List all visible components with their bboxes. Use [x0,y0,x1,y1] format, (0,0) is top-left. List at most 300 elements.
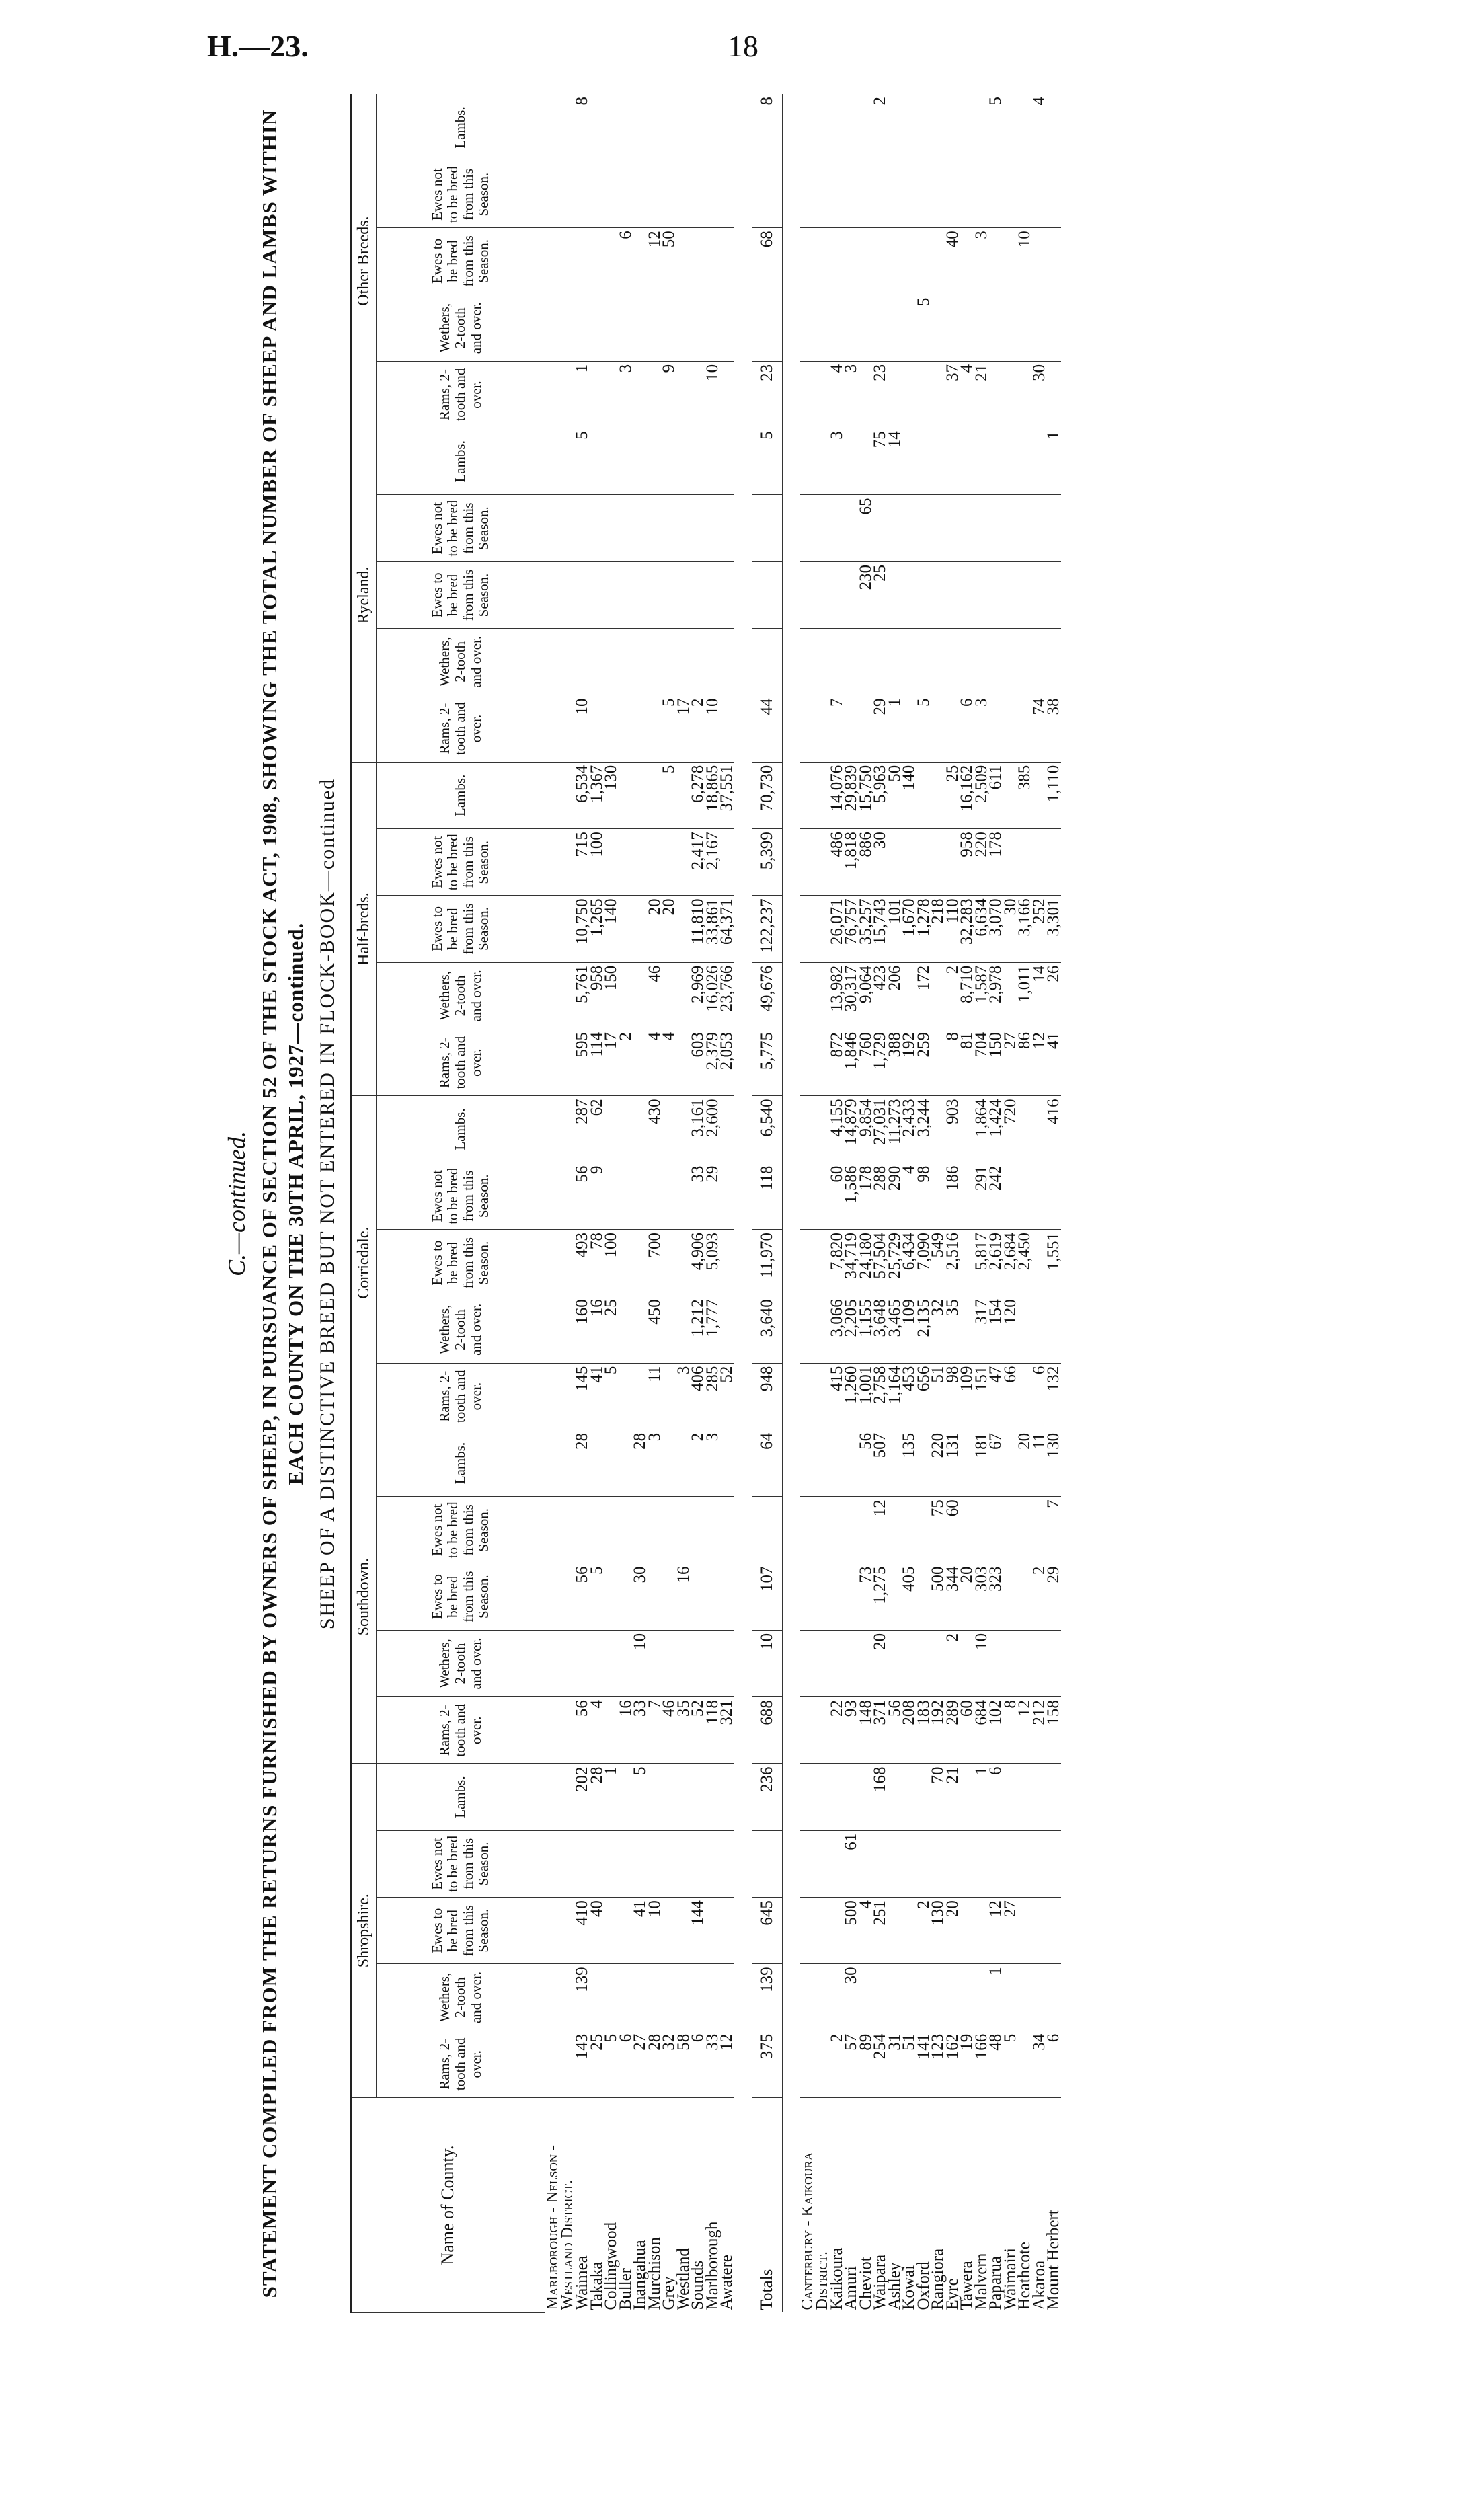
value-cell: 148 [859,1697,873,1764]
value-cell: 25 [873,561,888,628]
empty-cell [800,94,815,161]
value-cell [873,629,888,695]
value-cell: 51 [902,2031,916,2097]
empty-cell [800,428,815,495]
value-cell: 20 [662,896,676,962]
value-cell [888,94,902,161]
value-cell: 603 [691,1029,705,1096]
value-cell: 1,275 [873,1563,888,1630]
value-cell: 50 [662,228,676,295]
value-cell: 715 [575,829,590,896]
value-cell: 24,180 [859,1229,873,1296]
value-cell: 9 [590,1163,604,1229]
county-name: Kowai [900,2265,918,2310]
value-cell [604,1096,619,1163]
value-cell: 405 [902,1563,916,1630]
value-cell: 416 [1046,1096,1061,1163]
value-cell [662,94,676,161]
value-cell: 20 [945,1898,960,1964]
value-cell: 98 [916,1163,931,1229]
spacer-row [782,94,800,2313]
value-cell: 172 [916,962,931,1029]
empty-cell [800,1096,815,1163]
county-row [633,94,648,2313]
value-cell: 33,861 [705,896,720,962]
value-cell [988,629,1003,695]
value-cell [888,629,902,695]
value-cell [931,695,945,762]
county-row [888,94,902,2313]
value-cell [619,1363,633,1430]
value-cell: 321 [719,1697,734,1764]
value-cell [960,295,974,361]
value-cell [1046,1830,1061,1897]
value-cell: 886 [859,829,873,896]
value-cell [752,1497,782,1563]
value-cell: 28 [590,1764,604,1830]
value-cell: 25 [590,2031,604,2097]
value-cell: 220 [974,829,989,896]
value-cell: 32,283 [960,896,974,962]
value-cell: 1 [888,695,902,762]
value-cell: 6,278 [691,762,705,828]
value-cell: 58 [676,2031,691,2097]
value-cell [1032,161,1047,227]
value-cell: 903 [945,1096,960,1163]
value-cell: 3 [676,1363,691,1430]
value-cell [619,295,633,361]
value-cell: 18,865 [705,762,720,828]
value-cell [945,1964,960,2031]
value-cell [719,1229,734,1296]
value-cell [960,428,974,495]
value-cell [1046,629,1061,695]
empty-cell [800,495,815,561]
value-cell [662,1964,676,2031]
value-cell: 40 [945,228,960,295]
empty-cell [815,1563,830,1630]
county-name: Murchison [645,2237,664,2310]
value-cell [844,228,859,295]
value-cell [648,1497,662,1563]
value-cell [1046,1630,1061,1696]
value-cell [1032,561,1047,628]
value-cell: 1,011 [1017,962,1032,1029]
value-cell [648,1563,662,1630]
value-cell: 22 [830,1697,845,1764]
value-cell: 500 [931,1563,945,1630]
county-name: Buller [616,2268,635,2310]
value-cell: 141 [916,2031,931,2097]
value-cell: 3 [648,1430,662,1496]
value-cell: 1,278 [916,896,931,962]
value-cell: 430 [648,1096,662,1163]
value-cell: 11 [1032,1430,1047,1496]
breed-header: Shropshire. [351,1764,377,2098]
value-cell: 2,978 [988,962,1003,1029]
value-cell: 760 [859,1029,873,1096]
subcolumn-header: Wethers, 2-tooth and over. [377,629,545,695]
value-cell: 9,854 [859,1096,873,1163]
value-cell: 20 [960,1563,974,1630]
value-cell: 656 [916,1363,931,1430]
value-cell [916,829,931,896]
value-cell [844,629,859,695]
value-cell: 5,817 [974,1229,989,1296]
value-cell [1046,1898,1061,1964]
value-cell [604,1563,619,1630]
value-cell [719,94,734,161]
empty-cell [545,1497,561,1563]
value-cell: 1,265 [590,896,604,962]
empty-cell [815,561,830,628]
value-cell: 14,879 [844,1096,859,1163]
value-cell [859,1830,873,1897]
value-cell: 3 [844,361,859,428]
county-row [916,94,931,2313]
value-cell: 10 [633,1630,648,1696]
value-cell [719,1830,734,1897]
value-cell: 206 [888,962,902,1029]
county-row [604,94,619,2313]
value-cell: 93 [844,1697,859,1764]
value-cell: 14,076 [830,762,845,828]
value-cell: 1 [575,361,590,428]
value-cell: 5,399 [752,829,782,896]
value-cell: 704 [974,1029,989,1096]
value-cell [945,1830,960,1897]
value-cell: 192 [931,1697,945,1764]
value-cell: 34,719 [844,1229,859,1296]
county-name: Rangiora [929,2248,947,2310]
value-cell: 8,710 [960,962,974,1029]
value-cell [705,561,720,628]
value-cell: 285 [705,1363,720,1430]
value-cell [719,829,734,896]
value-cell [676,161,691,227]
value-cell [988,495,1003,561]
value-cell: 73 [859,1563,873,1630]
value-cell [1032,629,1047,695]
value-cell [575,1830,590,1897]
value-cell: 406 [691,1363,705,1430]
value-cell [1032,1764,1047,1830]
value-cell: 26 [1046,962,1061,1029]
value-cell: 453 [902,1363,916,1430]
district-row [800,94,815,2313]
value-cell: 15,750 [859,762,873,828]
value-cell [960,629,974,695]
value-cell [633,295,648,361]
subcolumn-header: Ewes to be bred from this Season. [377,1563,545,1630]
value-cell [691,1764,705,1830]
value-cell [633,1163,648,1229]
value-cell: 2,433 [902,1096,916,1163]
value-cell [945,561,960,628]
value-cell [575,295,590,361]
value-cell [604,161,619,227]
value-cell: 1,110 [1046,762,1061,828]
value-cell [590,228,604,295]
value-cell: 500 [844,1898,859,1964]
value-cell [844,1497,859,1563]
value-cell [1017,561,1032,628]
value-cell [619,495,633,561]
value-cell [1032,495,1047,561]
value-cell [575,161,590,227]
value-cell [830,1430,845,1496]
value-cell: 1,367 [590,762,604,828]
value-cell: 20 [1017,1430,1032,1496]
value-cell [691,1497,705,1563]
subcolumn-header: Rams, 2-tooth and over. [377,361,545,428]
value-cell [988,1830,1003,1897]
value-cell [648,295,662,361]
value-cell: 1 [988,1964,1003,2031]
value-cell: 21 [945,1764,960,1830]
empty-cell [800,161,815,227]
value-cell [1046,829,1061,896]
value-cell [902,495,916,561]
value-cell [974,428,989,495]
value-cell: 33 [633,1697,648,1764]
value-cell: 135 [902,1430,916,1496]
value-cell [888,1497,902,1563]
value-cell: 1,424 [988,1096,1003,1163]
county-name: Awatere [717,2255,736,2310]
value-cell: 3 [974,695,989,762]
county-name: Waimairi [1001,2248,1019,2310]
county-name: Marlborough [703,2221,721,2310]
value-cell [619,1497,633,1563]
value-cell [902,161,916,227]
value-cell: 5 [604,1363,619,1430]
value-cell [633,94,648,161]
value-cell: 423 [873,962,888,1029]
county-row [974,94,989,2313]
value-cell [844,695,859,762]
county-name: Cheviot [856,2257,875,2310]
subcolumn-header: Lambs. [377,428,545,495]
value-cell [1017,829,1032,896]
value-cell [648,1830,662,1897]
subcolumn-header: Lambs. [377,762,545,828]
empty-cell [800,962,815,1029]
value-cell: 486 [830,829,845,896]
value-cell [988,428,1003,495]
value-cell [705,1497,720,1563]
value-cell [648,829,662,896]
empty-cell [545,1563,561,1630]
value-cell [705,1764,720,1830]
value-cell [945,94,960,161]
value-cell [590,295,604,361]
subcolumn-header-row [377,94,545,2313]
empty-cell [545,896,561,962]
value-cell [590,561,604,628]
value-cell: 60 [960,1697,974,1764]
value-cell [931,94,945,161]
county-row [590,94,604,2313]
value-cell [945,161,960,227]
value-cell: 11,273 [888,1096,902,1163]
subcolumn-header: Ewes to be bred from this Season. [377,1898,545,1964]
value-cell: 139 [752,1964,782,2031]
value-cell [945,295,960,361]
value-cell: 595 [575,1029,590,1096]
empty-cell [560,161,575,227]
value-cell [662,829,676,896]
value-cell: 120 [1003,1296,1018,1363]
empty-cell [800,361,815,428]
value-cell: 290 [888,1163,902,1229]
value-cell [676,428,691,495]
value-cell [676,1764,691,1830]
subcolumn-header: Ewes not to be bred from this Season. [377,161,545,227]
empty-cell [815,495,830,561]
value-cell: 4 [902,1163,916,1229]
value-cell: 6,534 [575,762,590,828]
county-row [691,94,705,2313]
value-cell: 7 [830,695,845,762]
value-cell [604,1430,619,1496]
value-cell [662,1430,676,1496]
empty-cell [800,1697,815,1764]
subcolumn-header: Rams, 2-tooth and over. [377,2031,545,2097]
value-cell [1003,495,1018,561]
county-name: Paparua [986,2255,1005,2310]
value-cell: 16 [676,1563,691,1630]
value-cell [719,228,734,295]
value-cell: 958 [960,829,974,896]
value-cell [873,495,888,561]
value-cell [931,428,945,495]
value-cell: 317 [974,1296,989,1363]
value-cell: 27 [1003,1029,1018,1096]
value-cell [1017,1630,1032,1696]
value-cell: 34 [1032,2031,1047,2097]
value-cell [662,1898,676,1964]
empty-cell [815,1764,830,1830]
value-cell [676,495,691,561]
county-name: Waimea [573,2255,591,2310]
value-cell [1046,361,1061,428]
empty-cell [560,629,575,695]
value-cell [705,1964,720,2031]
value-cell: 14 [1032,962,1047,1029]
value-cell [648,1764,662,1830]
empty-cell [545,428,561,495]
value-cell [705,428,720,495]
value-cell [916,228,931,295]
county-row [960,94,974,2313]
value-cell [945,629,960,695]
value-cell [719,1964,734,2031]
empty-cell [545,1630,561,1696]
value-cell [1003,1163,1018,1229]
subcolumn-header: Lambs. [377,94,545,161]
value-cell [830,228,845,295]
value-cell: 2 [830,2031,845,2097]
value-cell [1003,295,1018,361]
empty-cell [560,495,575,561]
empty-cell [560,295,575,361]
value-cell [590,1630,604,1696]
value-cell: 150 [604,962,619,1029]
value-cell: 70 [931,1764,945,1830]
value-cell [676,361,691,428]
value-cell [719,1163,734,1229]
value-cell: 60 [945,1497,960,1563]
value-cell [960,561,974,628]
value-cell: 89 [859,2031,873,2097]
spacer-cell [782,94,800,2313]
value-cell: 11,970 [752,1229,782,1296]
value-cell [988,228,1003,295]
value-cell: 47 [988,1363,1003,1430]
value-cell [902,1764,916,1830]
value-cell [1017,428,1032,495]
statement-title-line-2: EACH COUNTY ON THE 30TH APRIL, 1927—continued. [283,922,307,1485]
value-cell: 181 [974,1430,989,1496]
value-cell: 61 [844,1830,859,1897]
value-cell: 140 [604,896,619,962]
value-cell: 29 [873,695,888,762]
value-cell: 1,729 [873,1029,888,1096]
value-cell: 5,775 [752,1029,782,1096]
value-cell [888,1830,902,1897]
value-cell [633,695,648,762]
value-cell: 1,001 [859,1363,873,1430]
value-cell [988,1497,1003,1563]
value-cell [888,161,902,227]
value-cell [960,1964,974,2031]
value-cell [619,94,633,161]
value-cell [931,561,945,628]
value-cell: 1 [1046,428,1061,495]
value-cell [1017,1898,1032,1964]
value-cell: 14 [888,428,902,495]
value-cell: 5 [662,762,676,828]
empty-cell [800,1764,815,1830]
value-cell: 1,846 [844,1029,859,1096]
value-cell: 645 [752,1898,782,1964]
value-cell: 37 [945,361,960,428]
breed-header: Other Breeds. [351,94,377,428]
value-cell [1032,228,1047,295]
value-cell [873,1830,888,1897]
value-cell [662,1630,676,1696]
value-cell [844,94,859,161]
value-cell: 5 [662,695,676,762]
value-cell [705,228,720,295]
value-cell: 2,450 [1017,1229,1032,1296]
empty-cell [800,1630,815,1696]
value-cell: 289 [945,1697,960,1764]
value-cell [619,1229,633,1296]
value-cell [604,1898,619,1964]
value-cell [1017,1096,1032,1163]
value-cell: 254 [873,2031,888,2097]
value-cell: 62 [590,1096,604,1163]
value-cell [719,1430,734,1496]
empty-cell [545,1898,561,1964]
county-row [619,94,633,2313]
value-cell: 162 [945,2031,960,2097]
value-cell [648,561,662,628]
value-cell: 1,551 [1046,1229,1061,1296]
value-cell [888,1764,902,1830]
